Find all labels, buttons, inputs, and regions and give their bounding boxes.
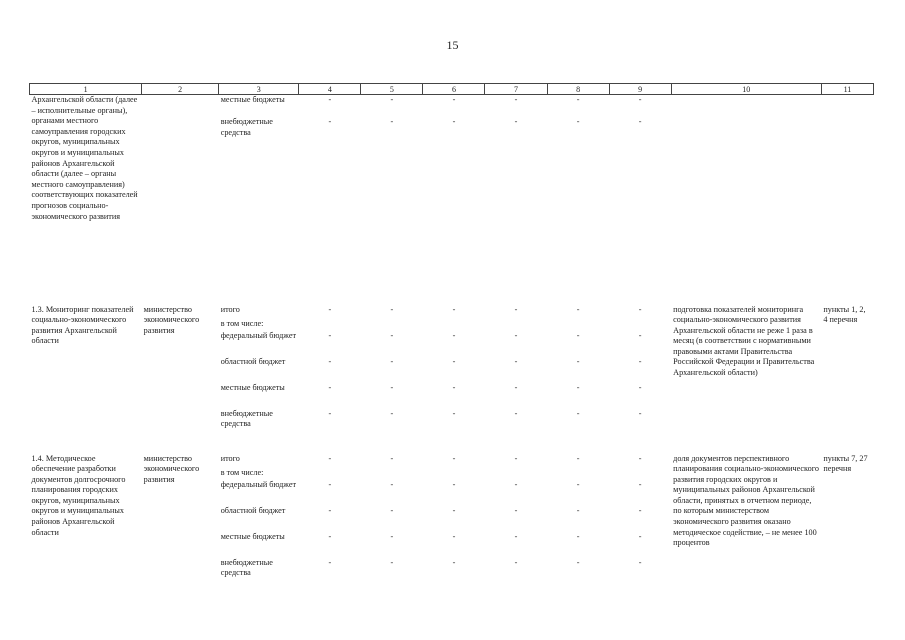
activity-description: 1.4. Методическое обеспечение разработки документов долгосрочного планирования городских округов, муниципальных округов и муниципальных районов Архангельской области	[31, 453, 126, 537]
funding-source-label: внебюджетные средства	[220, 408, 273, 429]
funding-value: -	[452, 304, 456, 314]
reference-cell	[821, 95, 873, 291]
page-number: 15	[446, 38, 459, 52]
table-row	[30, 305, 874, 440]
funding-value: -	[452, 408, 456, 418]
funding-source-label: областной бюджет	[220, 505, 286, 515]
column-header: 2	[142, 84, 219, 95]
funding-value: -	[452, 117, 456, 126]
funding-value: -	[328, 304, 332, 314]
funding-value	[487, 319, 545, 331]
funding-value: -	[638, 356, 642, 366]
table-row	[30, 95, 874, 291]
funding-source-label: областной бюджет	[220, 356, 286, 366]
column-header: 3	[219, 84, 299, 95]
funding-value: -	[514, 479, 518, 489]
funding-value: -	[328, 117, 332, 126]
funding-source-label: местные бюджеты	[220, 382, 285, 392]
value-cell	[299, 305, 361, 440]
funding-value	[549, 319, 607, 331]
funding-source-label: в том числе:	[220, 318, 264, 328]
funding-value: -	[390, 505, 394, 515]
funding-value: -	[452, 330, 456, 340]
funding-value: -	[452, 356, 456, 366]
funding-value: -	[328, 557, 332, 567]
column-header: 4	[299, 84, 361, 95]
funding-value: -	[576, 557, 580, 567]
funding-value: -	[452, 382, 456, 392]
funding-value: -	[576, 382, 580, 392]
value-cell	[547, 95, 609, 291]
executor-cell	[142, 95, 219, 291]
funding-value: -	[514, 330, 518, 340]
funding-value	[549, 468, 607, 480]
funding-value: -	[638, 117, 642, 126]
column-header: 9	[609, 84, 671, 95]
funding-value: -	[576, 330, 580, 340]
funding-value: -	[576, 117, 580, 126]
funding-value: -	[452, 557, 456, 567]
funding-value: -	[328, 453, 332, 463]
value-cell	[423, 305, 485, 440]
funding-value	[363, 468, 421, 480]
value-cell	[299, 454, 361, 584]
executor-cell: министерство экономического развития	[143, 304, 200, 335]
result-indicator	[671, 95, 821, 291]
value-cell	[609, 95, 671, 291]
funding-value	[425, 319, 483, 331]
value-cell	[609, 305, 671, 440]
funding-value: -	[390, 95, 394, 104]
funding-value: -	[514, 453, 518, 463]
funding-source-label: в том числе:	[220, 467, 264, 477]
funding-value	[611, 468, 669, 480]
funding-value: -	[452, 479, 456, 489]
funding-value: -	[638, 505, 642, 515]
funding-value: -	[390, 531, 394, 541]
funding-value: -	[390, 479, 394, 489]
funding-source-label: итого	[220, 453, 240, 463]
funding-value	[487, 468, 545, 480]
funding-value: -	[514, 356, 518, 366]
funding-value: -	[638, 408, 642, 418]
value-cell	[361, 95, 423, 291]
funding-value: -	[638, 531, 642, 541]
result-indicator: подготовка показателей мониторинга социально-экономического развития Архангельской области не реже 1 раза в месяц (в соответствии с нормативными правовыми актами Правительства Российской Федерации и Правительства Архангельской области)	[673, 304, 815, 378]
funding-value: -	[638, 95, 642, 104]
funding-value: -	[390, 557, 394, 567]
funding-value: -	[576, 453, 580, 463]
funding-value: -	[576, 95, 580, 104]
reference-cell: пункты 7, 27 перечня	[823, 453, 868, 474]
funding-value: -	[390, 330, 394, 340]
funding-value: -	[328, 531, 332, 541]
funding-source-label: федеральный бюджет	[220, 479, 297, 489]
funding-value: -	[390, 117, 394, 126]
funding-value: -	[390, 453, 394, 463]
funding-value: -	[514, 557, 518, 567]
funding-value: -	[638, 330, 642, 340]
funding-value: -	[514, 95, 518, 104]
column-header: 11	[821, 84, 873, 95]
funding-value: -	[638, 304, 642, 314]
value-cell	[485, 454, 547, 584]
funding-source-label: внебюджетные средства	[220, 557, 273, 578]
funding-value: -	[452, 453, 456, 463]
funding-value: -	[576, 408, 580, 418]
funding-value: -	[328, 479, 332, 489]
column-header: 1	[30, 84, 142, 95]
funding-value: -	[452, 531, 456, 541]
funding-value: -	[452, 505, 456, 515]
funding-source-label: федеральный бюджет	[220, 330, 297, 340]
funding-value: -	[638, 382, 642, 392]
value-cell	[485, 305, 547, 440]
funding-value: -	[638, 557, 642, 567]
column-number-row	[30, 84, 874, 95]
funding-value: -	[514, 408, 518, 418]
funding-value: -	[390, 408, 394, 418]
funding-value	[301, 319, 359, 331]
value-cell	[609, 454, 671, 584]
result-indicator: доля документов перспективного планирования социально-экономического развития городских округов и муниципальных районов Архангельской области, принятых в отчетном периоде, по которым министерством экономического развития оказано методическое содействие, – не менее 100 процентов	[673, 453, 819, 548]
row-spacer	[30, 440, 874, 454]
funding-value: -	[514, 304, 518, 314]
program-table	[29, 83, 874, 584]
funding-value: -	[576, 356, 580, 366]
funding-value	[363, 319, 421, 331]
funding-value: -	[328, 330, 332, 340]
funding-source-label: местные бюджеты	[220, 95, 285, 104]
funding-value: -	[514, 505, 518, 515]
funding-value: -	[390, 304, 394, 314]
funding-sources-cell	[219, 305, 299, 440]
funding-value: -	[328, 505, 332, 515]
value-cell	[423, 95, 485, 291]
value-cell	[361, 454, 423, 584]
funding-source-label: внебюджетные средства	[220, 117, 273, 137]
table-row	[30, 454, 874, 584]
funding-source-label: итого	[220, 304, 240, 314]
value-cell	[423, 454, 485, 584]
funding-value: -	[638, 453, 642, 463]
funding-value: -	[576, 304, 580, 314]
activity-description: Архангельской области (далее – исполнительные органы), органами местного самоуправления городских округов, муниципальных округов и муниципальных районов Архангельской области (далее – органы местного самоуправления) соответствующих показателей прогнозов социально-экономического развития	[31, 95, 138, 221]
funding-sources-cell	[219, 95, 299, 291]
funding-value: -	[514, 117, 518, 126]
value-cell	[547, 305, 609, 440]
funding-value: -	[328, 95, 332, 104]
funding-value: -	[328, 408, 332, 418]
funding-value: -	[328, 382, 332, 392]
funding-value: -	[576, 479, 580, 489]
funding-sources-cell	[219, 454, 299, 584]
funding-value: -	[328, 356, 332, 366]
funding-value	[611, 319, 669, 331]
column-header: 10	[671, 84, 821, 95]
row-spacer	[30, 291, 874, 305]
funding-value: -	[390, 356, 394, 366]
funding-value: -	[452, 95, 456, 104]
funding-value: -	[638, 479, 642, 489]
funding-value: -	[576, 505, 580, 515]
column-header: 8	[547, 84, 609, 95]
executor-cell: министерство экономического развития	[143, 453, 200, 484]
column-header: 7	[485, 84, 547, 95]
funding-value: -	[390, 382, 394, 392]
funding-value	[425, 468, 483, 480]
funding-value	[301, 468, 359, 480]
value-cell	[547, 454, 609, 584]
value-cell	[299, 95, 361, 291]
reference-cell: пункты 1, 2, 4 перечня	[823, 304, 866, 325]
value-cell	[361, 305, 423, 440]
funding-source-label: местные бюджеты	[220, 531, 285, 541]
funding-value: -	[576, 531, 580, 541]
value-cell	[485, 95, 547, 291]
column-header: 5	[361, 84, 423, 95]
funding-value: -	[514, 531, 518, 541]
activity-description: 1.3. Мониторинг показателей социально-экономического развития Архангельской области	[31, 304, 134, 346]
funding-value: -	[514, 382, 518, 392]
column-header: 6	[423, 84, 485, 95]
